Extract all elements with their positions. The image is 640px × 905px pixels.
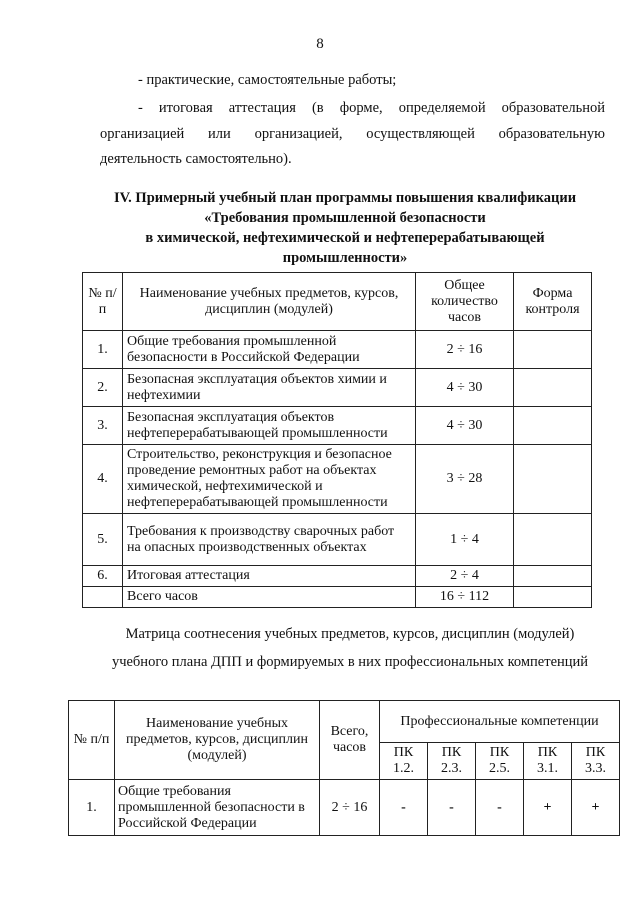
heading-line-4: промышленности»: [282, 250, 408, 266]
row-hours: 4 ÷ 30: [416, 369, 514, 407]
total-hours: 16 ÷ 112: [416, 587, 514, 608]
table-row: [83, 566, 592, 587]
row-name: Требования к производству сварочных работ на опасных производственных объектах: [123, 514, 416, 566]
row-control: [514, 514, 592, 566]
competency-code: ПК 3.3.: [572, 743, 620, 780]
matrix-title: [80, 620, 620, 676]
col-header-hours: Общее количество часов: [416, 273, 514, 331]
curriculum-table: [82, 272, 592, 608]
competency-mark: +: [524, 780, 572, 836]
row-control: [514, 331, 592, 369]
matrix-header-num: № п/п: [69, 701, 115, 780]
matrix-header-total: Всего, часов: [320, 701, 380, 780]
table-row: [83, 445, 592, 514]
table-row: [83, 514, 592, 566]
col-header-name: Наименование учебных предметов, курсов, дисциплин (модулей): [123, 273, 416, 331]
row-control: [514, 407, 592, 445]
intro-line-organization: организацией или организацией, осуществляющей образовательную: [100, 126, 605, 142]
section-heading: [80, 188, 610, 268]
matrix-header-competencies: Профессиональные компетенции: [380, 701, 620, 743]
row-num: 3.: [83, 407, 123, 445]
row-hours: 2 ÷ 4: [416, 566, 514, 587]
heading-line-1: IV. Примерный учебный план программы повышения квалификации: [113, 190, 577, 206]
row-num: 5.: [83, 514, 123, 566]
row-name: Безопасная эксплуатация объектов химии и нефтехимии: [123, 369, 416, 407]
row-control: [514, 445, 592, 514]
competency-code: ПК 2.3.: [428, 743, 476, 780]
competency-code: ПК 2.5.: [476, 743, 524, 780]
row-name: Итоговая аттестация: [123, 566, 416, 587]
row-num: 4.: [83, 445, 123, 514]
table-row: [83, 369, 592, 407]
row-num: 1.: [83, 331, 123, 369]
total-label: Всего часов: [123, 587, 416, 608]
matrix-row-num: 1.: [69, 780, 115, 836]
row-hours: 2 ÷ 16: [416, 331, 514, 369]
col-header-control: Форма контроля: [514, 273, 592, 331]
heading-line-3: в химической, нефтехимической и нефтеперерабатывающей: [145, 230, 545, 246]
row-name: Безопасная эксплуатация объектов нефтеперерабатывающей промышленности: [123, 407, 416, 445]
heading-line-2: «Требования промышленной безопасности: [204, 210, 486, 226]
table-row: [83, 407, 592, 445]
competency-mark: -: [476, 780, 524, 836]
row-name: Строительство, реконструкция и безопасное проведение ремонтных работ на объектах химической, нефтехимической и нефтеперерабатывающей промышленности: [123, 445, 416, 514]
competency-matrix-table: [68, 700, 620, 836]
total-row: [83, 587, 592, 608]
competency-mark: -: [428, 780, 476, 836]
matrix-row-name: Общие требования промышленной безопасности в Российской Федерации: [115, 780, 320, 836]
page-number: 8: [316, 36, 324, 52]
row-control: [514, 566, 592, 587]
intro-line-activity: деятельность самостоятельно).: [100, 151, 292, 167]
competency-code: ПК 1.2.: [380, 743, 428, 780]
matrix-row-total: 2 ÷ 16: [320, 780, 380, 836]
row-control: [514, 369, 592, 407]
row-name: Общие требования промышленной безопасности в Российской Федерации: [123, 331, 416, 369]
table-row: [69, 780, 620, 836]
competency-code: ПК 3.1.: [524, 743, 572, 780]
matrix-title-line-1: Матрица соотнесения учебных предметов, курсов, дисциплин (модулей): [125, 626, 575, 642]
competency-mark: -: [380, 780, 428, 836]
competency-mark: +: [572, 780, 620, 836]
matrix-header-name: Наименование учебных предметов, курсов, дисциплин (модулей): [115, 701, 320, 780]
table-row: [83, 331, 592, 369]
intro-line-practical: - практические, самостоятельные работы;: [138, 72, 397, 88]
row-hours: 3 ÷ 28: [416, 445, 514, 514]
row-num: 6.: [83, 566, 123, 587]
intro-line-attestation: - итоговая аттестация (в форме, определяемой образовательной: [138, 100, 605, 116]
row-hours: 1 ÷ 4: [416, 514, 514, 566]
row-hours: 4 ÷ 30: [416, 407, 514, 445]
row-num: 2.: [83, 369, 123, 407]
matrix-title-line-2: учебного плана ДПП и формируемых в них профессиональных компетенций: [111, 654, 589, 670]
col-header-num: № п/п: [83, 273, 123, 331]
